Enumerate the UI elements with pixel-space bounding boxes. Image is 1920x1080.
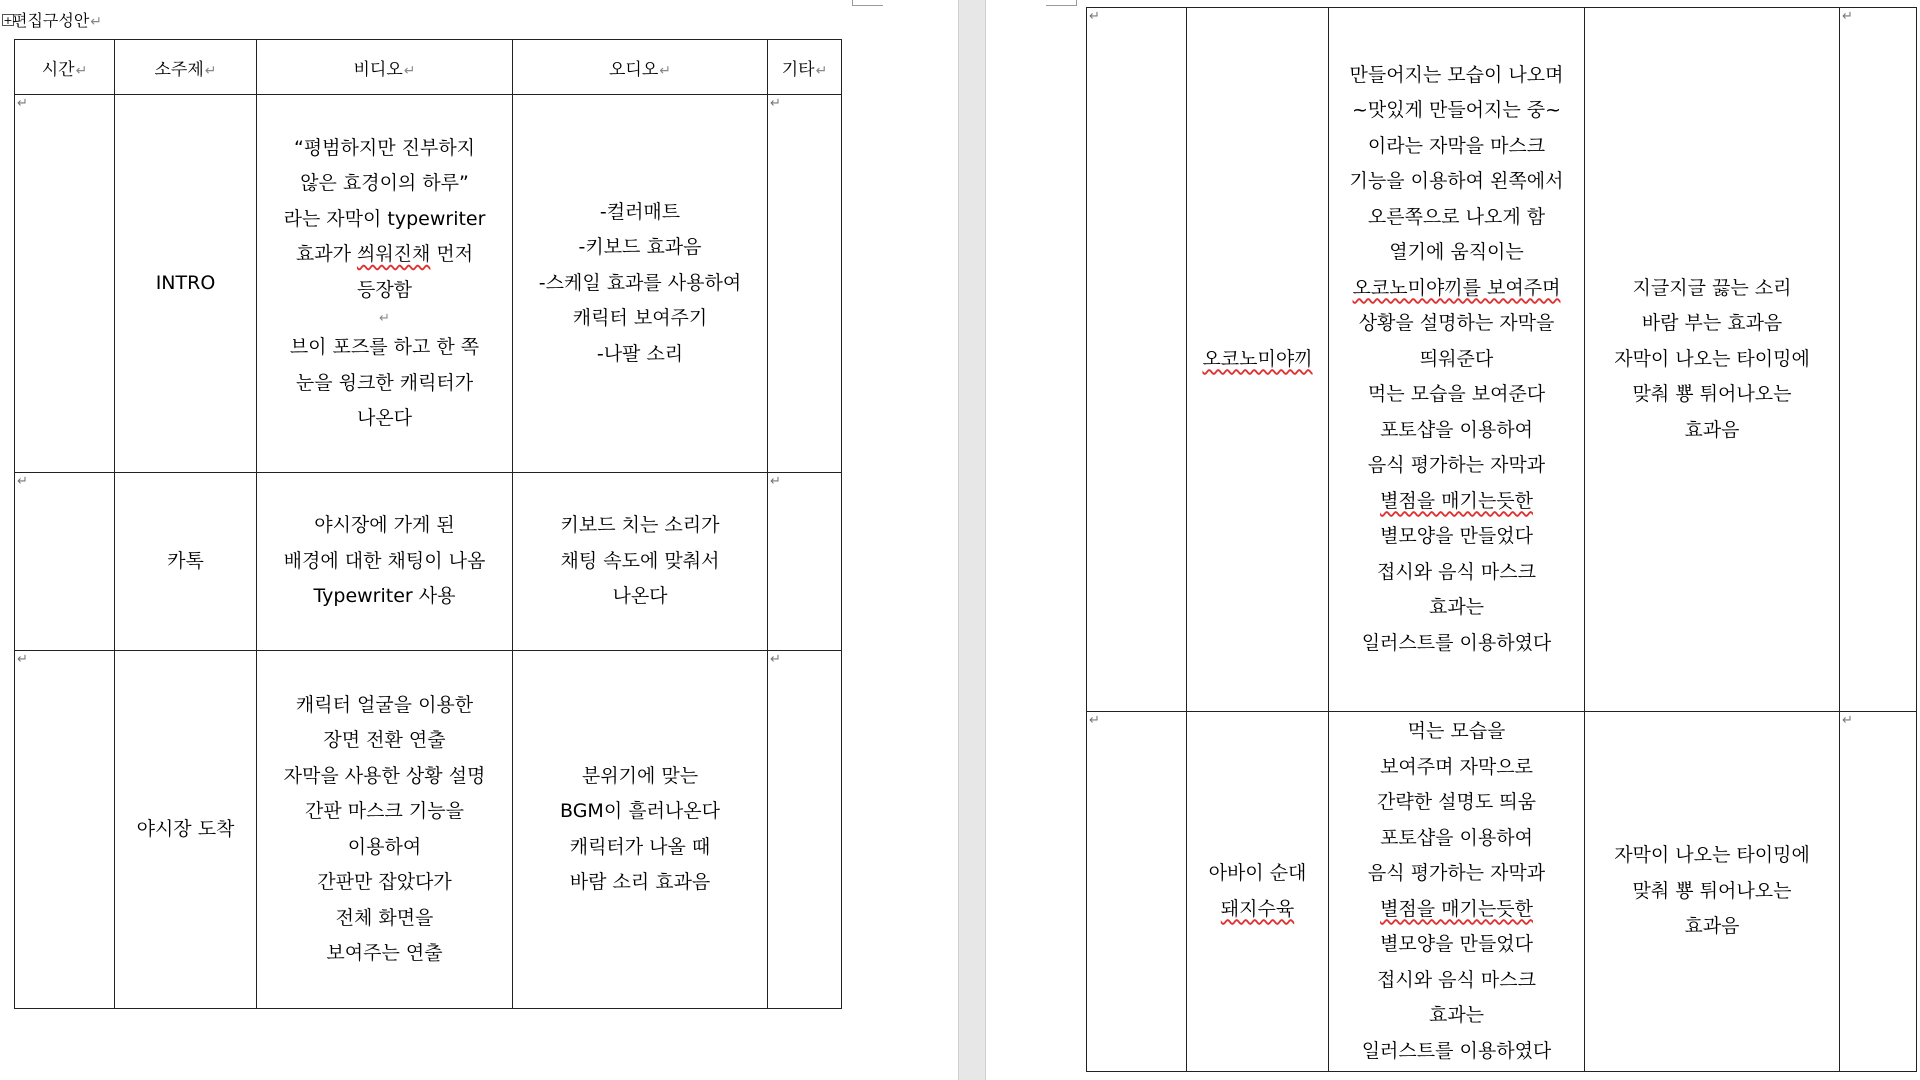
cell-text-line: 별점을 매기는듯한 bbox=[1380, 897, 1533, 920]
header-video[interactable]: 비디오↵ bbox=[257, 40, 513, 95]
cell-text-line: 음식 평가하는 자막과 bbox=[1367, 454, 1546, 477]
cell-text-line: 오른쪽으로 나오게 함 bbox=[1367, 205, 1546, 228]
cell-text-line: -나팔 소리 bbox=[596, 342, 684, 365]
cell-text-line: 전체 화면을 bbox=[335, 906, 434, 929]
cell-text-line: 먹는 모습을 보여준다 bbox=[1367, 383, 1546, 406]
table-row bbox=[15, 95, 842, 473]
cell-text-line: 돼지수육 bbox=[1220, 897, 1295, 920]
cell-text-line: 오코노미야끼 bbox=[1202, 347, 1313, 370]
cell-text-line: 효과는 bbox=[1428, 596, 1485, 619]
cell-text-line: 배경에 대한 채팅이 나옴 bbox=[283, 549, 486, 572]
table-row bbox=[15, 473, 842, 651]
cell-text-line: 등장함 bbox=[356, 278, 413, 301]
page-crop-mark bbox=[1046, 0, 1077, 6]
cell-text-line: 접시와 음식 마스크 bbox=[1377, 968, 1536, 991]
cell-text-line: 효과가 씌워진채 먼저 bbox=[295, 243, 474, 265]
video-cell[interactable] bbox=[1329, 8, 1585, 712]
cell-text-line: 장면 전환 연출 bbox=[323, 729, 446, 751]
cell-text-line: 오코노미야끼를 보여주며 bbox=[1352, 276, 1561, 299]
cell-text-line: 키보드 치는 소리가 bbox=[560, 514, 720, 537]
cell-text-line: 라는 자막이 typewriter bbox=[283, 207, 486, 230]
cell-text-line: 캐릭터 보여주기 bbox=[572, 307, 708, 330]
cell-text-line: 자막을 사용한 상황 설명 bbox=[283, 764, 486, 787]
video-cell[interactable] bbox=[257, 473, 513, 651]
cell-text-line: 바람 부는 효과음 bbox=[1641, 312, 1783, 335]
cell-text-line: 캐릭터 얼굴을 이용한 bbox=[295, 693, 474, 716]
cell-text-line: 간략한 설명도 띄움 bbox=[1377, 791, 1536, 813]
header-subtopic[interactable]: 소주제↵ bbox=[115, 40, 257, 95]
cell-text-line: 지글지글 끓는 소리 bbox=[1632, 276, 1792, 299]
cell-text-line: 먹는 모습을 bbox=[1407, 720, 1506, 742]
header-audio[interactable]: 오디오↵ bbox=[513, 40, 768, 95]
document-title: 편집구성안↵ bbox=[12, 11, 103, 30]
etc-cell[interactable]: ↵ bbox=[1840, 8, 1917, 712]
audio-cell[interactable] bbox=[1585, 8, 1840, 712]
edit-plan-table-right bbox=[1086, 7, 1917, 1072]
cell-text-line: -키보드 효과음 bbox=[578, 236, 702, 259]
table-row bbox=[1087, 712, 1917, 1072]
topic-cell[interactable]: INTRO bbox=[115, 95, 257, 473]
cell-text-line: 효과음 bbox=[1684, 915, 1740, 938]
cell-text-line: 바람 소리 효과음 bbox=[569, 871, 711, 893]
cell-text-line: 브이 포즈를 하고 한 쪽 bbox=[289, 336, 480, 358]
audio-cell[interactable] bbox=[513, 473, 768, 651]
cell-text-line: 간판만 잡았다가 bbox=[317, 871, 452, 893]
header-etc[interactable]: 기타↵ bbox=[768, 40, 842, 95]
cell-text-line: 포토샵을 이용하여 bbox=[1380, 826, 1533, 849]
cell-text-line: 상황을 설명하는 자막을 bbox=[1358, 312, 1555, 335]
cell-text-line: 보여주며 자막으로 bbox=[1380, 755, 1533, 778]
time-cell[interactable]: ↵ bbox=[1087, 8, 1187, 712]
cell-text-line: 열기에 움직이는 bbox=[1389, 241, 1524, 264]
cell-text-line: 효과는 bbox=[1428, 1004, 1485, 1026]
cell-text-line: 일러스트를 이용하였다 bbox=[1361, 1039, 1552, 1062]
page-left bbox=[0, 0, 958, 1080]
cell-text-line: 이용하여 bbox=[347, 835, 422, 858]
topic-cell[interactable]: 야시장 도착 bbox=[115, 651, 257, 1009]
etc-cell[interactable]: ↵ bbox=[1840, 712, 1917, 1072]
cell-text-line: 별점을 매기는듯한 bbox=[1380, 489, 1533, 512]
etc-cell[interactable]: ↵ bbox=[768, 473, 842, 651]
table-header-row bbox=[15, 40, 842, 95]
cell-text-line: 띄워준다 bbox=[1419, 347, 1494, 370]
cell-text-line: 별모양을 만들었다 bbox=[1380, 933, 1533, 955]
cell-text-line: ~맛있게 만들어지는 중~ bbox=[1351, 99, 1562, 122]
cell-text-line: 별모양을 만들었다 bbox=[1380, 525, 1533, 548]
audio-cell[interactable] bbox=[513, 651, 768, 1009]
time-cell[interactable]: ↵ bbox=[15, 651, 115, 1009]
cell-text-line: 자막이 나오는 타이밍에 bbox=[1614, 347, 1810, 370]
cell-text-line: 아바이 순대 bbox=[1208, 862, 1307, 884]
edit-plan-table-left bbox=[14, 39, 842, 1009]
time-cell[interactable]: ↵ bbox=[15, 473, 115, 651]
cell-text-line: 포토샵을 이용하여 bbox=[1380, 418, 1533, 441]
cell-text-line: 나온다 bbox=[612, 585, 668, 608]
cell-text-line: 보여주는 연출 bbox=[326, 942, 443, 964]
cell-text-line: 이라는 자막을 마스크 bbox=[1367, 134, 1546, 157]
cell-text-line: 음식 평가하는 자막과 bbox=[1367, 862, 1546, 884]
cell-text-line: ↵ bbox=[379, 311, 390, 326]
header-time[interactable]: 시간↵ bbox=[15, 40, 115, 95]
cell-text-line: -컬러매트 bbox=[599, 200, 681, 223]
cell-text-line: 맞춰 뿅 튀어나오는 bbox=[1632, 879, 1792, 902]
cell-text-line: 분위기에 맞는 bbox=[581, 764, 699, 787]
etc-cell[interactable]: ↵ bbox=[768, 651, 842, 1009]
cell-text-line: 야시장에 가게 된 bbox=[314, 514, 455, 537]
table-move-handle-icon[interactable]: + bbox=[3, 14, 13, 27]
cell-text-line: 기능을 이용하여 왼쪽에서 bbox=[1349, 170, 1564, 193]
cell-text-line: Typewriter 사용 bbox=[313, 585, 456, 608]
topic-cell[interactable] bbox=[1187, 8, 1329, 712]
video-cell[interactable] bbox=[257, 651, 513, 1009]
time-cell[interactable]: ↵ bbox=[1087, 712, 1187, 1072]
cell-text-line: 접시와 음식 마스크 bbox=[1377, 560, 1536, 583]
cell-text-line: 나온다 bbox=[356, 407, 413, 429]
cell-text-line: BGM이 흘러나온다 bbox=[560, 800, 720, 822]
table-row bbox=[15, 651, 842, 1009]
table-row bbox=[1087, 8, 1917, 712]
cell-text-line: 않은 효경이의 하루” bbox=[300, 172, 469, 194]
cell-text-line: 캐릭터가 나올 때 bbox=[569, 835, 711, 858]
cell-text-line: 효과음 bbox=[1684, 418, 1740, 441]
cell-text-line: 만들어지는 모습이 나오며 bbox=[1349, 63, 1564, 86]
cell-text-line: 맞춰 뿅 튀어나오는 bbox=[1632, 383, 1792, 406]
etc-cell[interactable]: ↵ bbox=[768, 95, 842, 473]
page-gutter bbox=[958, 0, 986, 1080]
page-crop-mark bbox=[852, 0, 883, 6]
video-cell[interactable] bbox=[1329, 712, 1585, 1072]
cell-text-line: -스케일 효과를 사용하여 bbox=[538, 271, 742, 294]
topic-cell[interactable] bbox=[1187, 712, 1329, 1072]
cell-text-line: 간판 마스크 기능을 bbox=[305, 800, 464, 822]
audio-cell[interactable] bbox=[1585, 712, 1840, 1072]
time-cell[interactable]: ↵ bbox=[15, 95, 115, 473]
cell-text-line: 눈을 윙크한 캐릭터가 bbox=[295, 371, 474, 394]
cell-text-line: 자막이 나오는 타이밍에 bbox=[1614, 844, 1810, 867]
topic-cell[interactable]: 카톡 bbox=[115, 473, 257, 651]
audio-cell[interactable] bbox=[513, 95, 768, 473]
cell-text-line: 채팅 속도에 맞춰서 bbox=[560, 549, 720, 572]
cell-text-line: “평범하지만 진부하지 bbox=[293, 136, 476, 159]
cell-text-line: 일러스트를 이용하였다 bbox=[1361, 631, 1552, 654]
video-cell[interactable] bbox=[257, 95, 513, 473]
